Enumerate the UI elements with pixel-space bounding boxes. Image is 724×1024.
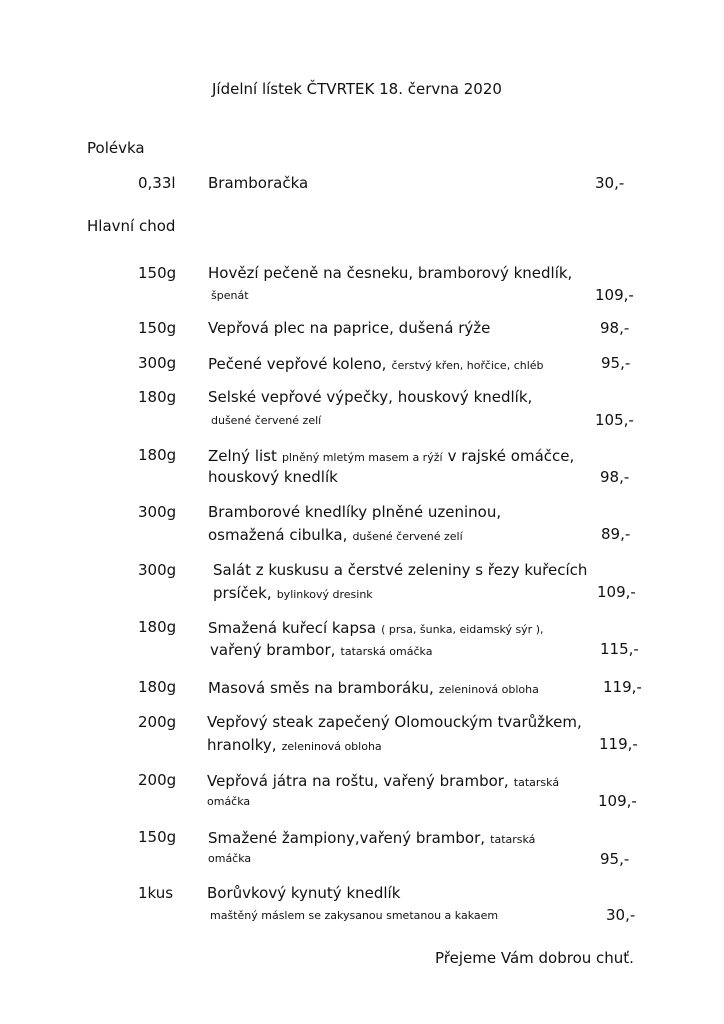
- item-name-line: [208, 354, 544, 373]
- item-description: špenát: [211, 289, 249, 302]
- item-name: Smažené žampiony,vařený brambor,: [208, 829, 486, 847]
- item-name: Salát z kuskusu a čerstvé zeleniny s řezy kuřecích: [213, 561, 588, 579]
- item-name: Vepřový steak zapečený Olomouckým tvarůžkem,: [207, 713, 582, 731]
- item-qty: 300g: [138, 561, 177, 579]
- item-price: 119,-: [603, 678, 642, 696]
- item-name: Masová směs na bramboráku,: [208, 679, 434, 697]
- item-qty: 200g: [138, 713, 177, 731]
- item-name: Borůvkový kynutý knedlík: [207, 884, 401, 902]
- item-name: Vepřová játra na roštu, vařený brambor,: [207, 772, 509, 790]
- item-qty: 150g: [138, 319, 177, 337]
- item-name: Vepřová plec na paprice, dušená rýže: [208, 319, 491, 337]
- item-price: 119,-: [599, 735, 638, 753]
- item-description: bylinkový dresink: [276, 588, 373, 601]
- item-description: tatarská: [513, 776, 560, 789]
- item-description: ( prsa, šunka, eidamský sýr ),: [381, 623, 544, 636]
- item-name-line2: [213, 583, 373, 602]
- section-heading-soup: Polévka: [87, 139, 145, 157]
- item-price: 98,-: [600, 319, 630, 337]
- item-price: 30,-: [606, 906, 636, 924]
- item-description: plněný mletým masem a rýží: [281, 451, 443, 464]
- item-name-cont: vařený brambor,: [210, 641, 336, 659]
- item-name-line2: houskový knedlík: [208, 468, 338, 486]
- item-description: čerstvý křen, hořčice, chléb: [391, 359, 544, 372]
- item-name-line2: [210, 640, 432, 659]
- item-qty: 300g: [138, 503, 177, 521]
- item-qty: 180g: [138, 388, 177, 406]
- item-name: Smažená kuřecí kapsa: [208, 619, 377, 637]
- item-description: omáčka: [208, 852, 252, 865]
- item-name: Bramborové knedlíky plněné uzeninou,: [208, 503, 502, 521]
- item-name-line: [208, 828, 535, 847]
- item-price: 109,-: [598, 792, 637, 810]
- item-qty: 0,33l: [138, 174, 176, 192]
- item-name-line: [208, 618, 544, 637]
- item-qty: 150g: [138, 264, 177, 282]
- item-price: 109,-: [595, 286, 634, 304]
- item-description: maštěný máslem se zakysanou smetanou a kakaem: [210, 909, 499, 922]
- item-description: tatarská: [490, 833, 536, 846]
- item-name: Hovězí pečeně na česneku, bramborový knedlík,: [208, 264, 573, 282]
- item-name-line: [208, 446, 574, 465]
- item-price: 105,-: [595, 411, 634, 429]
- item-qty: 150g: [138, 828, 177, 846]
- item-price: 95,-: [600, 850, 630, 868]
- item-description: dušené červené zelí: [211, 414, 322, 427]
- item-qty: 180g: [138, 618, 177, 636]
- item-description: tatarská omáčka: [340, 645, 433, 658]
- item-name: Zelný list: [208, 447, 277, 465]
- section-heading-main: Hlavní chod: [87, 217, 176, 235]
- item-price: 95,-: [601, 354, 631, 372]
- item-qty: 300g: [138, 354, 177, 372]
- item-price: 109,-: [597, 583, 636, 601]
- item-name-cont: v rajské omáčce,: [447, 447, 575, 465]
- page-title: Jídelní lístek ČTVRTEK 18. června 2020: [212, 80, 502, 98]
- item-price: 98,-: [600, 468, 630, 486]
- item-description: zeleninová obloha: [438, 683, 539, 696]
- item-name-line: [208, 678, 539, 697]
- item-qty: 180g: [138, 678, 177, 696]
- item-qty: 180g: [138, 446, 177, 464]
- item-name-cont: hranolky,: [207, 736, 277, 754]
- item-name: Selské vepřové výpečky, houskový knedlík,: [208, 388, 533, 406]
- footer-greeting: Přejeme Vám dobrou chuť.: [435, 949, 634, 967]
- item-price: 30,-: [595, 174, 625, 192]
- item-price: 115,-: [600, 640, 639, 658]
- item-name-line: [207, 771, 559, 790]
- item-description: dušené červené zelí: [352, 530, 463, 543]
- item-name-cont: prsíček,: [213, 584, 272, 602]
- item-name: Bramboračka: [208, 174, 309, 192]
- item-name-line2: [207, 735, 382, 754]
- item-qty: 200g: [138, 771, 177, 789]
- item-price: 89,-: [601, 525, 631, 543]
- item-qty: 1kus: [138, 884, 174, 902]
- item-name-cont: osmažená cibulka,: [208, 526, 348, 544]
- item-description: zeleninová obloha: [281, 740, 382, 753]
- item-name-line2: [208, 525, 463, 544]
- item-description: omáčka: [207, 795, 251, 808]
- item-name: Pečené vepřové koleno,: [208, 355, 387, 373]
